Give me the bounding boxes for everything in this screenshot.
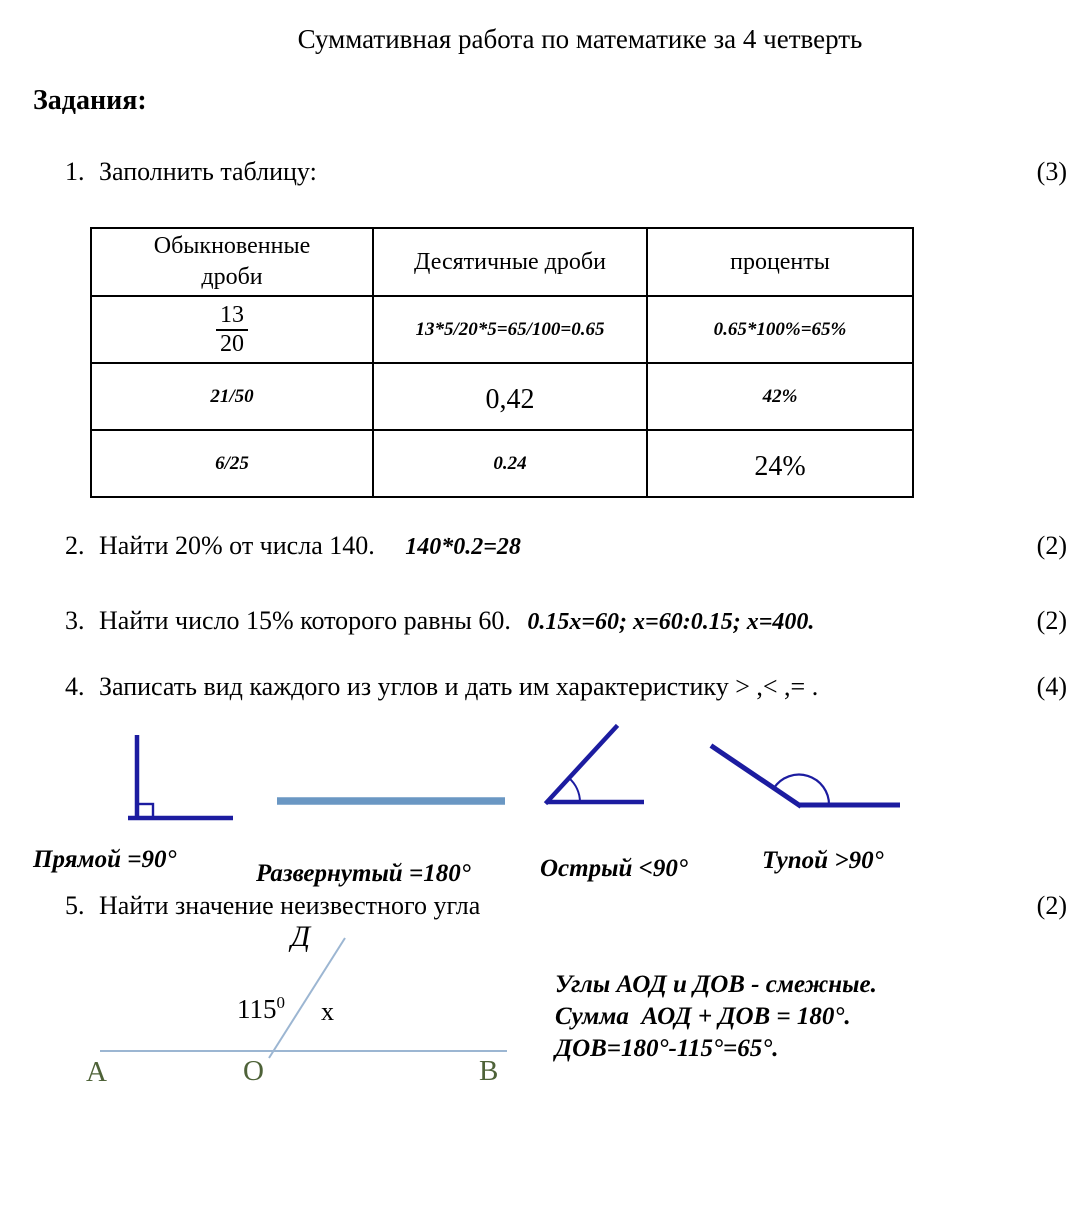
known-angle-value: $115^0$ [237, 993, 285, 1024]
table-row [91, 363, 913, 430]
point-b-label: В [479, 1055, 499, 1087]
task-1-points: (3) [1036, 157, 1067, 186]
task-3-points: (2) [1036, 606, 1067, 635]
task-4-text: Записать вид каждого из углов и дать им характеристику > ,< ,= . [99, 672, 819, 701]
task-2 [0, 531, 1080, 561]
point-a-label: А [86, 1056, 107, 1088]
task-4-points: (4) [1036, 672, 1067, 701]
right-angle-figure [110, 730, 240, 825]
task-5-solution [555, 969, 877, 1065]
cell-fraction-answer-3: 6/25 [91, 430, 373, 497]
ray-point-d-label: Д [291, 920, 311, 953]
cell-percent-answer-1: 0.65*100%=65% [647, 296, 913, 363]
task-1-number: 1. [65, 157, 85, 186]
obtuse-angle-label: Тупой >90° [762, 847, 884, 874]
straight-angle-label: Развернутый =180° [256, 860, 471, 887]
cell-decimal-given-2: 0,42 [373, 363, 647, 430]
task-5-number: 5. [65, 891, 85, 920]
table-row [91, 430, 913, 497]
page-title: Суммативная работа по математике за 4 четверть [297, 24, 863, 54]
header-common-fractions: Обыкновенные дроби [91, 228, 373, 296]
stacked-fraction: $\frac{13}{20}$ [216, 302, 248, 357]
task-3-answer: 0.15x=60; x=60:0.15; x=400. [527, 609, 815, 635]
task-4-number: 4. [65, 672, 85, 701]
degree-superscript: 0 [276, 993, 285, 1012]
acute-angle-figure [540, 722, 655, 808]
right-angle-label: Прямой =90° [33, 846, 177, 873]
task-5 [0, 891, 1080, 921]
straight-angle-figure [272, 794, 510, 808]
table-row [91, 296, 913, 363]
cell-decimal-answer-1: 13*5/20*5=65/100=0.65 [373, 296, 647, 363]
task-2-answer: 140*0.2=28 [405, 534, 521, 560]
task-1 [0, 157, 1080, 187]
section-heading: Задания: [33, 85, 147, 116]
solution-line: Сумма АОД + ДОВ = 180°. [555, 1003, 851, 1030]
cell-fraction-13-20 [91, 296, 373, 363]
task-4 [0, 672, 1080, 702]
point-o-label: О [243, 1055, 264, 1087]
cell-fraction-answer-2: 21/50 [91, 363, 373, 430]
task-5-text: Найти значение неизвестного угла [99, 891, 481, 920]
fractions-table [90, 227, 914, 498]
acute-angle-label: Острый <90° [540, 855, 688, 882]
task-3 [0, 606, 1080, 636]
obtuse-angle-figure [695, 740, 910, 815]
task-1-text: Заполнить таблицу: [99, 157, 317, 186]
task-3-text: Найти число 15% которого равны 60. [99, 606, 511, 635]
task-3-number: 3. [65, 606, 85, 635]
table-header-row [91, 228, 913, 296]
task-2-number: 2. [65, 531, 85, 560]
cell-percent-given-3: 24% [647, 430, 913, 497]
cell-decimal-answer-3: 0.24 [373, 430, 647, 497]
solution-line: ДОВ=180°-115°=65°. [555, 1035, 779, 1062]
task-2-text: Найти 20% от числа 140. [99, 531, 375, 560]
header-decimal-fractions: Десятичные дроби [373, 228, 647, 296]
task-2-points: (2) [1036, 531, 1067, 560]
task-5-points: (2) [1036, 891, 1067, 920]
header-percents: проценты [647, 228, 913, 296]
unknown-angle-label: x [321, 997, 334, 1026]
solution-line: Углы АОД и ДОВ - смежные. [555, 971, 877, 998]
cell-percent-answer-2: 42% [647, 363, 913, 430]
